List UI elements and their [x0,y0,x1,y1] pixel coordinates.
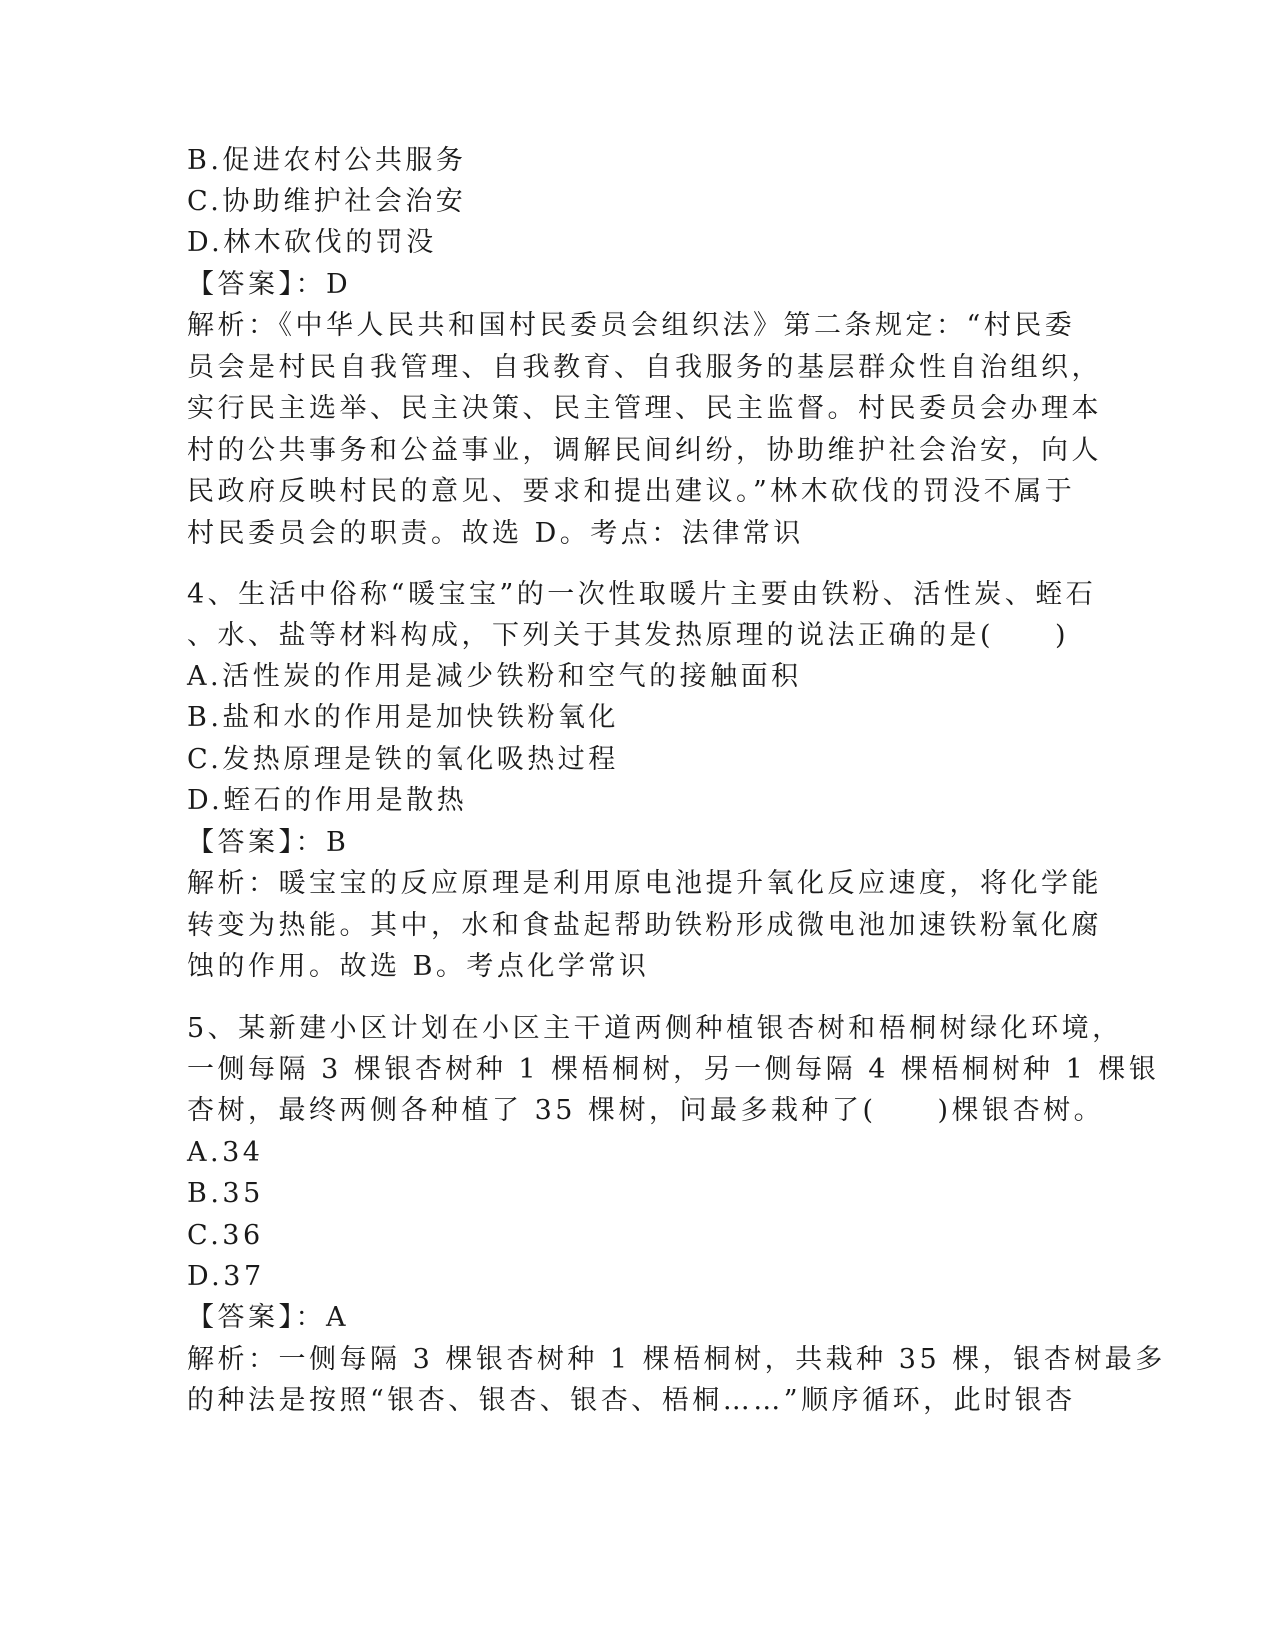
q3-option-b: B.促进农村公共服务 [187,145,467,176]
q3-option-c: C.协助维护社会治安 [187,186,467,217]
q4-analysis-line: 转变为热能。其中，水和食盐起帮助铁粉形成微电池加速铁粉氧化腐 [187,910,1102,941]
q4-option-b: B.盐和水的作用是加快铁粉氧化 [187,702,619,733]
q5-stem-line: 一侧每隔 3 棵银杏树种 1 棵梧桐树，另一侧每隔 4 棵梧桐树种 1 棵银 [187,1054,1160,1085]
q4-answer: 【答案】：B [187,827,350,858]
q4-stem-line: 、水、盐等材料构成，下列关于其发热原理的说法正确的是( ) [187,620,1070,651]
q5-stem-line: 杏树，最终两侧各种植了 35 棵树，问最多栽种了( )棵银杏树。 [187,1095,1105,1126]
q3-analysis-line: 员会是村民自我管理、自我教育、自我服务的基层群众性自治组织， [187,352,1102,383]
q5-option-c: C.36 [187,1220,264,1251]
q4-option-d: D.蛭石的作用是散热 [187,785,468,816]
q3-analysis-line: 村的公共事务和公益事业，调解民间纠纷，协助维护社会治安，向人 [187,435,1102,466]
q3-analysis-line: 民政府反映村民的意见、要求和提出建议。”林木砍伐的罚没不属于 [187,476,1076,507]
q5-answer: 【答案】：A [187,1302,349,1333]
q4-option-a: A.活性炭的作用是减少铁粉和空气的接触面积 [187,661,802,692]
q3-analysis-line: 村民委员会的职责。故选 D。考点：法律常识 [187,518,804,549]
q5-analysis-line: 解析：一侧每隔 3 棵银杏树种 1 棵梧桐树，共栽种 35 棵，银杏树最多 [187,1344,1166,1375]
q3-option-d: D.林木砍伐的罚没 [187,227,437,258]
q4-analysis-line: 解析：暖宝宝的反应原理是利用原电池提升氧化反应速度，将化学能 [187,868,1102,899]
q5-analysis-line: 的种法是按照“银杏、银杏、银杏、梧桐……”顺序循环，此时银杏 [187,1385,1076,1416]
q5-option-b: B.35 [187,1178,264,1209]
q3-analysis-line: 解析：《中华人民共和国村民委员会组织法》第二条规定：“村民委 [187,310,1076,341]
q3-answer: 【答案】：D [187,269,352,300]
q4-stem-line: 4、生活中俗称“暖宝宝”的一次性取暖片主要由铁粉、活性炭、蛭石 [187,579,1097,610]
q5-option-a: A.34 [187,1137,264,1168]
q4-option-c: C.发热原理是铁的氧化吸热过程 [187,744,619,775]
q4-analysis-line: 蚀的作用。故选 B。考点化学常识 [187,951,650,982]
q5-option-d: D.37 [187,1261,265,1292]
q3-analysis-line: 实行民主选举、民主决策、民主管理、民主监督。村民委员会办理本 [187,393,1102,424]
q5-stem-line: 5、某新建小区计划在小区主干道两侧种植银杏树和梧桐树绿化环境， [187,1013,1123,1044]
